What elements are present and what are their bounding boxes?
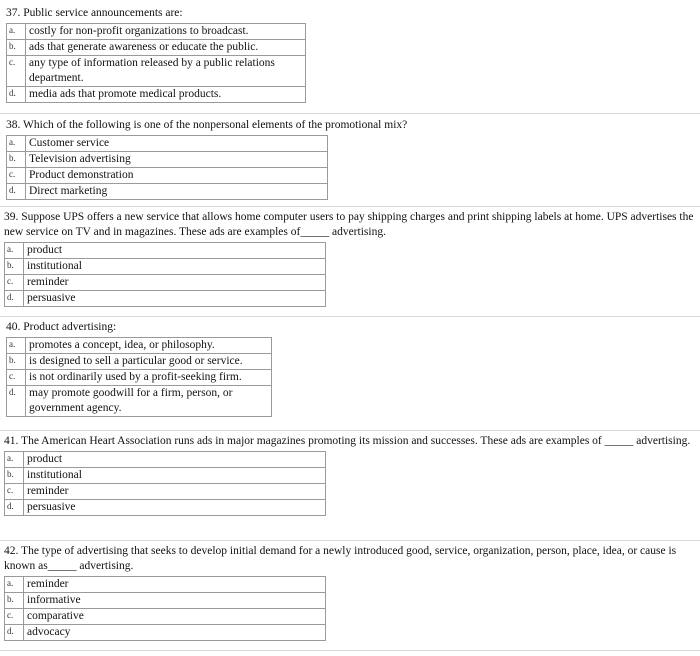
- option-text: persuasive: [24, 290, 326, 306]
- option-text: ads that generate awareness or educate the public.: [26, 39, 306, 55]
- option-text: persuasive: [24, 499, 326, 515]
- option-letter: b.: [5, 467, 24, 483]
- option-d[interactable]: [5, 290, 326, 306]
- divider: [0, 206, 700, 207]
- option-letter: a.: [5, 242, 24, 258]
- question-stem: 41. The American Heart Association runs ads in major magazines promoting its mission and successes. These ads are examples of _____ advertising.: [4, 435, 691, 447]
- options-table: [6, 337, 272, 417]
- option-letter: d.: [5, 290, 24, 306]
- option-text: is designed to sell a particular good or service.: [26, 353, 272, 369]
- option-c[interactable]: [5, 483, 326, 499]
- options-table: [6, 23, 306, 103]
- option-b[interactable]: [5, 592, 326, 608]
- option-b[interactable]: [7, 151, 328, 167]
- option-b[interactable]: [5, 467, 326, 483]
- options-table: [4, 451, 326, 516]
- option-letter: b.: [7, 39, 26, 55]
- option-c[interactable]: [7, 167, 328, 183]
- option-b[interactable]: [5, 258, 326, 274]
- option-text: any type of information released by a public relations department.: [26, 55, 306, 86]
- divider: [0, 316, 700, 317]
- divider: [0, 430, 700, 431]
- option-text: Television advertising: [26, 151, 328, 167]
- option-letter: a.: [7, 135, 26, 151]
- option-c[interactable]: [7, 55, 306, 86]
- option-text: may promote goodwill for a firm, person, or government agency.: [26, 385, 272, 416]
- options-table: [4, 576, 326, 641]
- option-d[interactable]: [7, 385, 272, 416]
- divider: [0, 113, 700, 114]
- option-letter: c.: [5, 274, 24, 290]
- option-letter: b.: [5, 258, 24, 274]
- options-table: [6, 135, 328, 200]
- option-letter: a.: [5, 576, 24, 592]
- option-b[interactable]: [7, 353, 272, 369]
- option-text: informative: [24, 592, 326, 608]
- question-39: [4, 210, 694, 307]
- option-d[interactable]: [5, 624, 326, 640]
- option-text: is not ordinarily used by a profit-seeking firm.: [26, 369, 272, 385]
- option-letter: a.: [7, 23, 26, 39]
- divider: [0, 540, 700, 541]
- option-b[interactable]: [7, 39, 306, 55]
- option-text: Product demonstration: [26, 167, 328, 183]
- option-c[interactable]: [5, 274, 326, 290]
- option-text: costly for non-profit organizations to broadcast.: [26, 23, 306, 39]
- question-40: [6, 320, 272, 417]
- option-letter: d.: [7, 385, 26, 416]
- option-d[interactable]: [7, 183, 328, 199]
- option-text: product: [24, 242, 326, 258]
- option-text: advocacy: [24, 624, 326, 640]
- option-a[interactable]: [5, 451, 326, 467]
- option-a[interactable]: [7, 337, 272, 353]
- option-text: reminder: [24, 576, 326, 592]
- option-a[interactable]: [5, 242, 326, 258]
- option-text: institutional: [24, 258, 326, 274]
- option-text: product: [24, 451, 326, 467]
- option-letter: d.: [5, 624, 24, 640]
- option-text: promotes a concept, idea, or philosophy.: [26, 337, 272, 353]
- option-letter: c.: [7, 167, 26, 183]
- option-letter: d.: [7, 86, 26, 102]
- option-letter: a.: [7, 337, 26, 353]
- option-text: media ads that promote medical products.: [26, 86, 306, 102]
- option-letter: c.: [5, 608, 24, 624]
- option-letter: c.: [5, 483, 24, 499]
- option-letter: d.: [5, 499, 24, 515]
- option-text: Direct marketing: [26, 183, 328, 199]
- option-letter: c.: [7, 55, 26, 86]
- question-stem: 38. Which of the following is one of the nonpersonal elements of the promotional mix?: [6, 119, 408, 131]
- question-41: [4, 434, 696, 516]
- option-letter: b.: [5, 592, 24, 608]
- question-stem: 42. The type of advertising that seeks to develop initial demand for a newly introduced good, service, organization, person, place, idea, or cause is known as_____ advertising.: [4, 545, 677, 572]
- option-a[interactable]: [7, 23, 306, 39]
- question-38: [6, 118, 407, 200]
- option-text: institutional: [24, 467, 326, 483]
- option-text: reminder: [24, 483, 326, 499]
- option-letter: d.: [7, 183, 26, 199]
- option-a[interactable]: [7, 135, 328, 151]
- option-letter: c.: [7, 369, 26, 385]
- option-letter: a.: [5, 451, 24, 467]
- option-text: comparative: [24, 608, 326, 624]
- question-37: [6, 6, 306, 103]
- option-d[interactable]: [7, 86, 306, 102]
- option-text: reminder: [24, 274, 326, 290]
- option-letter: b.: [7, 353, 26, 369]
- option-a[interactable]: [5, 576, 326, 592]
- question-42: [4, 544, 696, 641]
- option-d[interactable]: [5, 499, 326, 515]
- option-text: Customer service: [26, 135, 328, 151]
- option-c[interactable]: [5, 608, 326, 624]
- question-stem: 37. Public service announcements are:: [6, 7, 183, 19]
- question-stem: 40. Product advertising:: [6, 321, 117, 333]
- options-table: [4, 242, 326, 307]
- option-letter: b.: [7, 151, 26, 167]
- option-c[interactable]: [7, 369, 272, 385]
- question-stem: 39. Suppose UPS offers a new service that allows home computer users to pay shipping charges and print shipping labels at home. UPS advertises the new service on TV and in magazines. These ads are examples of_____ advertising.: [4, 211, 694, 238]
- divider: [0, 650, 700, 651]
